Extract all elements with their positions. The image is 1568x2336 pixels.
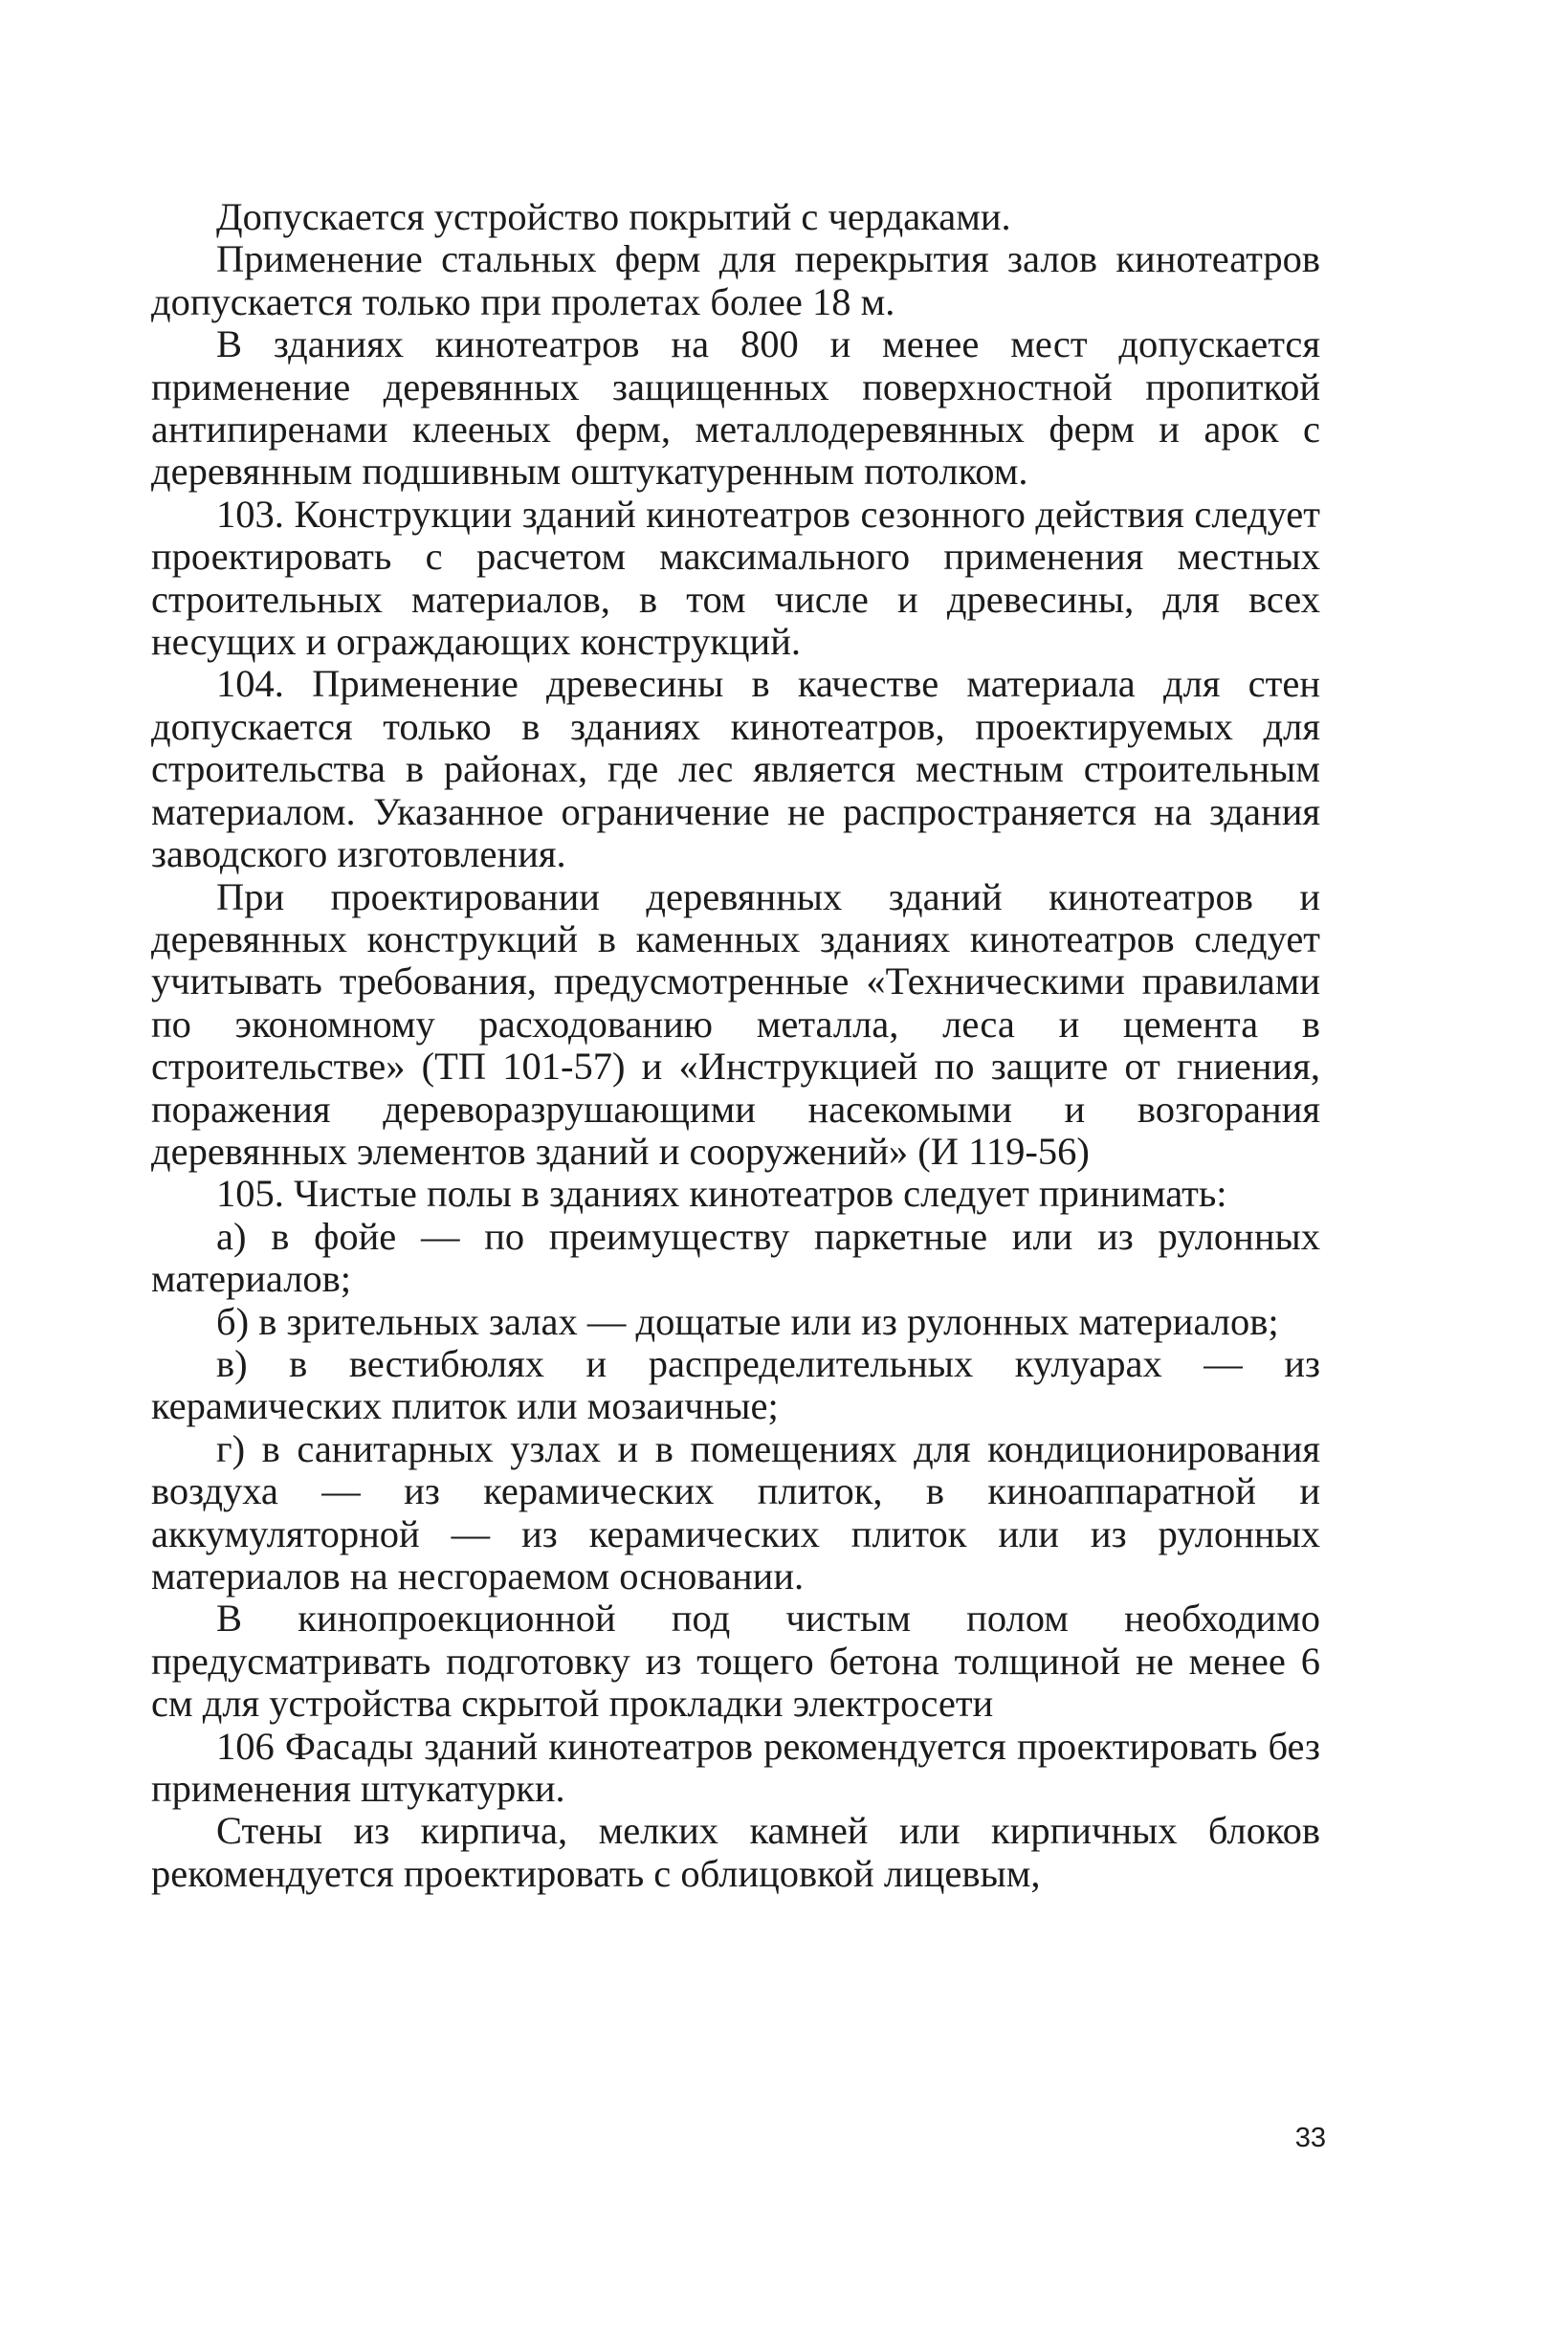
- paragraph-103: 103. Конструкции зданий кинотеатров сезонного действия следует проектировать с расчетом максимального применения местных строительных материалов, в том числе и древесины, для всех несущих и ограждающих конструкций.: [151, 492, 1320, 664]
- list-item-g: г) в санитарных узлах и в помещениях для кондиционирования воздуха — из керамических плиток, в киноаппаратной и аккумуляторной — из керамических плиток или из рулонных материалов на несгораемом основании.: [151, 1426, 1320, 1598]
- paragraph-wooden-trusses: В зданиях кинотеатров на 800 и менее мест допускается применение деревянных защищенных поверхностной пропиткой антипиренами клееных ферм, металлодеревянных ферм и арок с деревянным подшивным оштукатуренным потолком.: [151, 322, 1320, 494]
- paragraph-wooden-design-requirements: При проектировании деревянных зданий кинотеатров и деревянных конструкций в каменных зданиях кинотеатров следует учитывать требования, предусмотренные «Техническими правилами по экономному расходованию металла, леса и цемента в строительстве» (ТП 101-57) и «Инструкцией по защите от гниения, поражения дереворазрушающими насекомыми и возгорания деревянных элементов зданий и сооружений» (И 119-56): [151, 874, 1320, 1173]
- paragraph-brick-walls: Стены из кирпича, мелких камней или кирпичных блоков рекомендуется проектировать с облицовкой лицевым,: [151, 1809, 1320, 1895]
- paragraph-106: 106 Фасады зданий кинотеатров рекомендуется проектировать без применения штукатурки.: [151, 1724, 1320, 1811]
- paragraph-104: 104. Применение древесины в качестве материала для стен допускается только в зданиях кинотеатров, проектируемых для строительства в районах, где лес является местным строительным материалом. Указанное ограничение не распространяется на здания заводского изготовления.: [151, 662, 1320, 876]
- list-item-v: в) в вестибюлях и распределительных кулуарах — из керамических плиток или мозаичные;: [151, 1341, 1320, 1428]
- body-text: [151, 196, 1320, 1895]
- list-item-a: а) в фойе — по преимуществу паркетные или из рулонных материалов;: [151, 1214, 1320, 1301]
- paragraph-105: 105. Чистые полы в зданиях кинотеатров следует принимать:: [216, 1172, 1227, 1216]
- paragraph-attics: Допускается устройство покрытий с чердаками.: [216, 195, 1011, 238]
- list-item-b: б) в зрительных залах — дощатые или из рулонных материалов;: [216, 1299, 1279, 1343]
- page-number: 33: [1294, 2123, 1326, 2153]
- paragraph-steel-trusses: Применение стальных ферм для перекрытия залов кинотеатров допускается только при пролетах более 18 м.: [151, 237, 1320, 323]
- paragraph-projection-room-floor: В кинопроекционной под чистым полом необходимо предусматривать подготовку из тощего бетона толщиной не менее 6 см для устройства скрытой прокладки электросети: [151, 1597, 1320, 1726]
